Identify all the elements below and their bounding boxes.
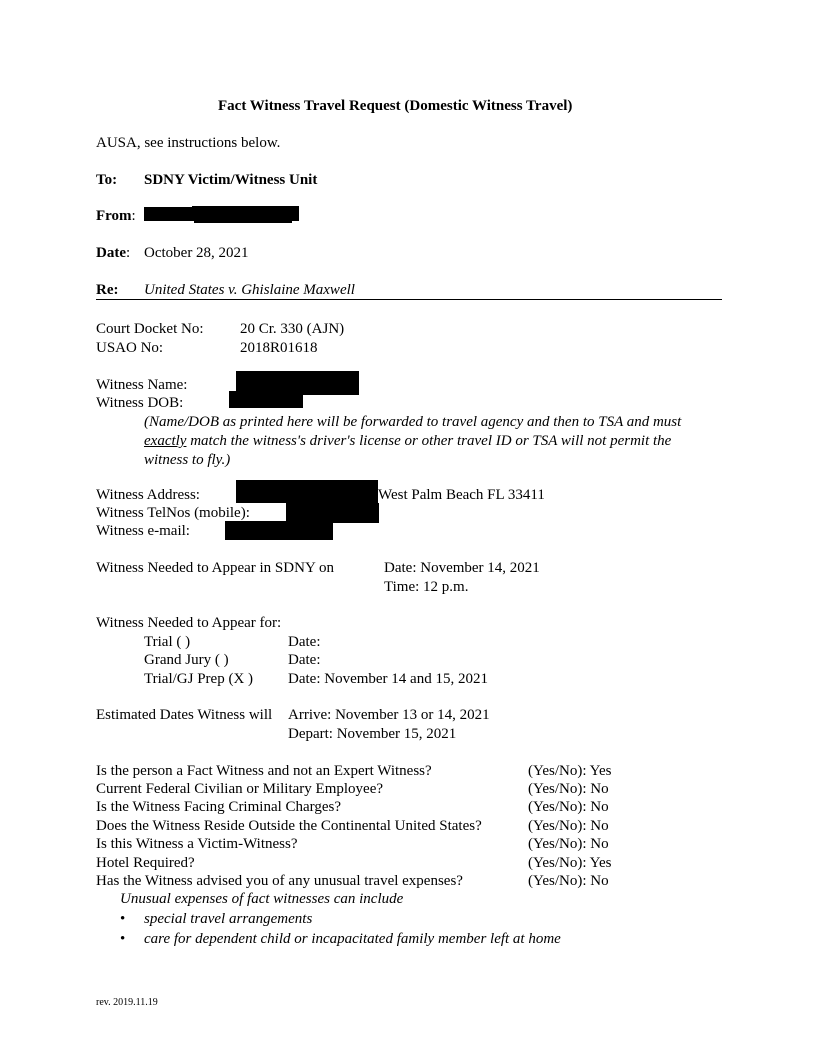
appear-for-trial-date: Date: <box>288 634 321 650</box>
answer-4: (Yes/No): No <box>528 818 609 834</box>
question-6: Hotel Required? <box>96 855 195 871</box>
to-label: To: <box>96 172 118 188</box>
redaction-from-3 <box>194 218 292 223</box>
note-line-1: (Name/DOB as printed here will be forwarded to travel agency and then to TSA and must <box>144 414 682 430</box>
appear-label: Witness Needed to Appear in SDNY on <box>96 560 334 576</box>
redaction-witness-dob <box>229 391 303 408</box>
question-1: Is the person a Fact Witness and not an Expert Witness? <box>96 763 432 779</box>
date-label-text: Date <box>96 245 126 261</box>
date-colon: : <box>126 245 131 261</box>
intro-text: AUSA, see instructions below. <box>96 135 281 151</box>
date-value: October 28, 2021 <box>144 245 249 261</box>
note-line-3: witness to fly.) <box>144 452 231 468</box>
arrive-date: Arrive: November 13 or 14, 2021 <box>288 707 490 723</box>
appear-for-grand-jury: Grand Jury ( ) <box>144 652 229 668</box>
appear-for-label: Witness Needed to Appear for: <box>96 615 282 631</box>
redaction-witness-address <box>236 480 378 503</box>
re-value: United States v. Ghislaine Maxwell <box>144 282 355 298</box>
appear-for-prep: Trial/GJ Prep (X ) <box>144 671 254 687</box>
witness-email-label: Witness e-mail: <box>96 523 190 539</box>
appear-for-trial: Trial ( ) <box>144 634 191 650</box>
appear-for-grand-jury-date: Date: <box>288 652 321 668</box>
redaction-witness-tel <box>286 503 379 523</box>
question-2: Current Federal Civilian or Military Employee? <box>96 781 384 797</box>
bullet-icon: • <box>120 911 126 927</box>
date-label <box>96 244 130 262</box>
answer-5: (Yes/No): No <box>528 836 609 852</box>
from-label-text: From <box>96 208 132 224</box>
witness-address-city: West Palm Beach FL 33411 <box>378 487 545 503</box>
header-divider <box>96 299 722 300</box>
question-7: Has the Witness advised you of any unusual travel expenses? <box>96 873 463 889</box>
answer-7: (Yes/No): No <box>528 873 609 889</box>
answer-6: (Yes/No): Yes <box>528 855 612 871</box>
unusual-expense-item-1: special travel arrangements <box>144 911 313 927</box>
appear-for-prep-date: Date: November 14 and 15, 2021 <box>288 671 488 687</box>
note-after: match the witness's driver's license or other travel ID or TSA will not permit the <box>190 433 672 449</box>
note-underlined: exactly <box>144 433 187 449</box>
appear-time: Time: 12 p.m. <box>384 579 469 595</box>
redaction-witness-email <box>225 521 333 540</box>
witness-tel-label: Witness TelNos (mobile): <box>96 505 250 521</box>
page-title: Fact Witness Travel Request (Domestic Witness Travel) <box>218 98 573 114</box>
question-3: Is the Witness Facing Criminal Charges? <box>96 799 342 815</box>
docket-label: Court Docket No: <box>96 321 204 337</box>
usao-label: USAO No: <box>96 340 164 356</box>
redaction-from-1 <box>144 207 194 221</box>
bullet-icon: • <box>120 931 126 947</box>
witness-name-label: Witness Name: <box>96 377 188 393</box>
witness-address-label: Witness Address: <box>96 487 200 503</box>
answer-2: (Yes/No): No <box>528 781 609 797</box>
from-colon: : <box>131 208 136 224</box>
answer-1: (Yes/No): Yes <box>528 763 612 779</box>
unusual-expenses-intro: Unusual expenses of fact witnesses can include <box>120 891 404 907</box>
question-4: Does the Witness Reside Outside the Continental United States? <box>96 818 482 834</box>
re-label: Re: <box>96 282 119 298</box>
to-value: SDNY Victim/Witness Unit <box>144 172 318 188</box>
witness-id-note <box>144 413 720 470</box>
depart-date: Depart: November 15, 2021 <box>288 726 457 742</box>
from-label <box>96 207 136 225</box>
usao-value: 2018R01618 <box>240 340 318 356</box>
answer-3: (Yes/No): No <box>528 799 609 815</box>
note-line-2 <box>144 432 720 451</box>
question-5: Is this Witness a Victim-Witness? <box>96 836 298 852</box>
docket-value: 20 Cr. 330 (AJN) <box>240 321 345 337</box>
estimated-dates-label: Estimated Dates Witness will <box>96 707 273 723</box>
unusual-expense-item-2: care for dependent child or incapacitated family member left at home <box>144 931 561 947</box>
witness-dob-label: Witness DOB: <box>96 395 184 411</box>
appear-date: Date: November 14, 2021 <box>384 560 540 576</box>
revision-footer: rev. 2019.11.19 <box>96 997 158 1008</box>
